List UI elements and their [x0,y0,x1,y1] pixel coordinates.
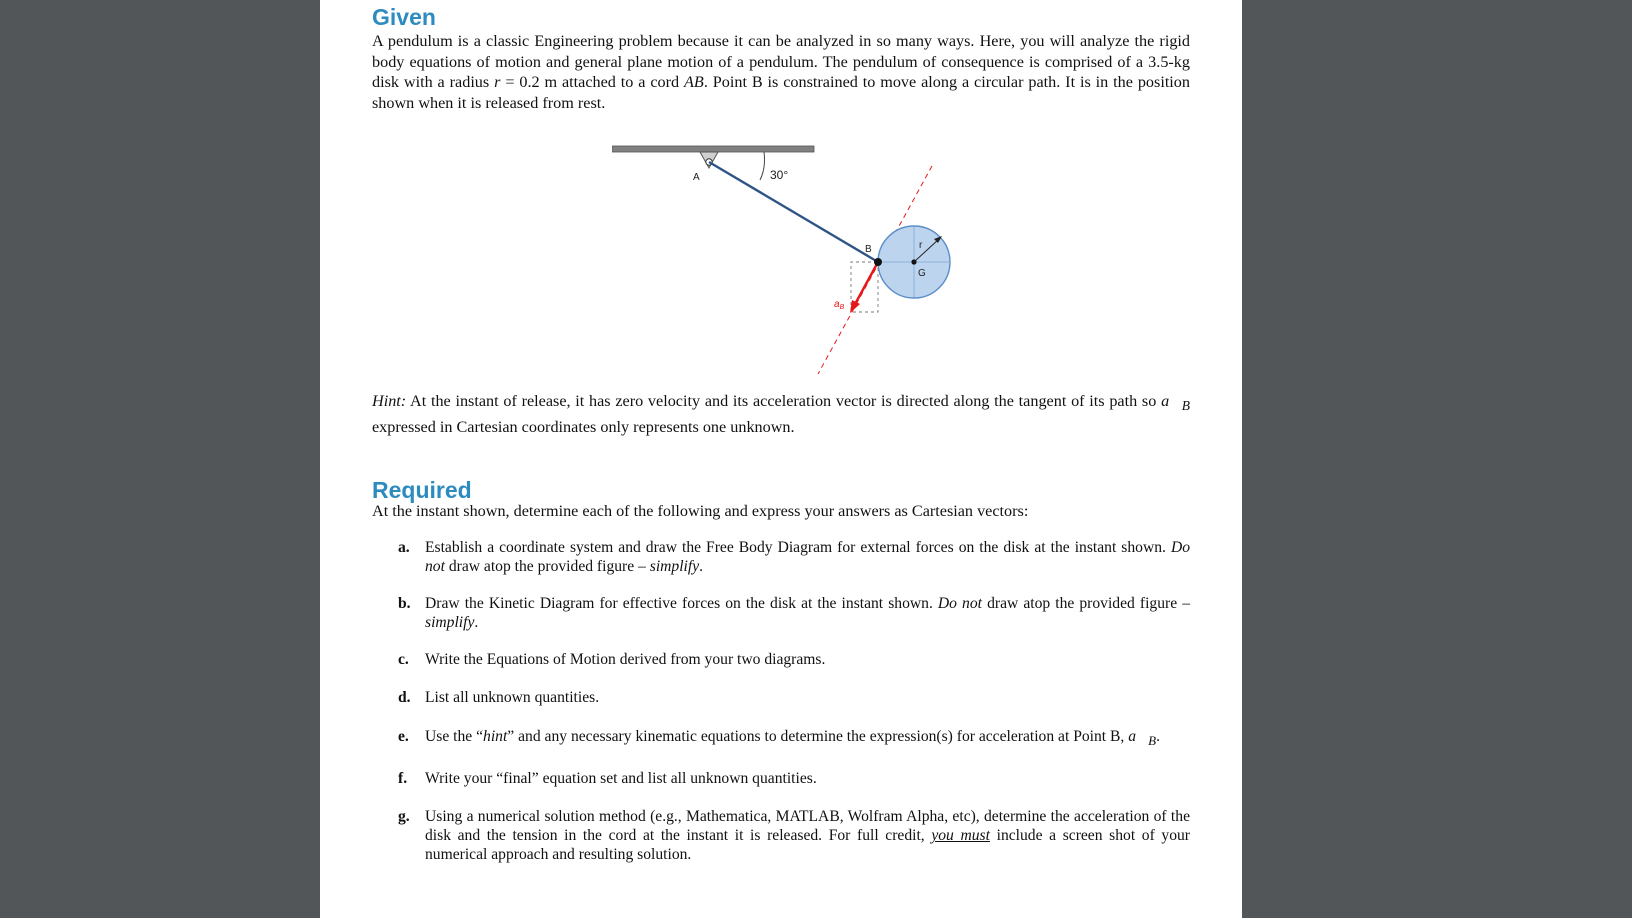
label-a: A [693,172,700,183]
given-intro: A pendulum is a classic Engineering problem because it can be analyzed in so many ways. Here, you will analyze the rigid body equations of motion and general plane motion of a pendulum. The pendulum of consequence is comprised of a 3.5-kg disk with a radius r = 0.2 m attached to a cord AB. Point B is constrained to move along a circular path. It is in the position shown when it is released from rest. [372,32,1190,112]
list-item-d: d. List all unknown quantities. [398,689,600,706]
cord-ab [709,162,878,262]
angle-arc [760,152,765,180]
list-item-b: b. Draw the Kinetic Diagram for effective forces on the disk at the instant shown. Do not draw atop the provided figure – simplify. [398,595,1191,631]
label-g: G [918,268,926,279]
list-item-c: c. Write the Equations of Motion derived from your two diagrams. [398,651,826,668]
accel-arrow [854,262,878,306]
label-b: B [865,244,872,255]
required-heading: Required [372,477,472,503]
pendulum-figure [612,140,972,380]
required-intro: At the instant shown, determine each of the following and express your answers as Cartesian vectors: [372,502,1029,520]
vector-ab: $a⃗_B$ [1128,728,1157,749]
list-item-g: g. Using a numerical solution method (e.g., Mathematica, MATLAB, Wolfram Alpha, etc), determine the acceleration of the disk and the tension in the cord at the instant it is released. For full credit, you must include a screen shot of your numerical approach and resulting solution. [398,808,1191,864]
vector-ab: $a⃗_B$ [1161,392,1190,414]
label-ab: $a_B$ [834,299,845,311]
label-angle: 30° [770,168,789,182]
required-list [398,538,1190,864]
ceiling-bar [612,146,814,152]
given-heading: Given [372,4,436,30]
point-b [874,258,882,266]
list-item-e: e. Use the “hint” and any necessary kinematic equations to determine the expression(s) for acceleration at Point B, $a⃗_B$. [398,728,1161,749]
accel-arrowhead [850,300,860,313]
document-page [320,0,1242,918]
hint-paragraph: Hint: At the instant of release, it has zero velocity and its acceleration vector is directed along the tangent of its path so $a⃗_B$ expressed in Cartesian coordinates only represents one unknown. [372,392,1190,436]
list-item-f: f. Write your “final” equation set and list all unknown quantities. [398,770,817,788]
label-r: r [919,240,923,251]
pendulum-diagram [612,140,972,380]
list-item-a: a. Establish a coordinate system and draw the Free Body Diagram for external forces on the disk at the instant shown. Do not draw atop the provided figure – simplify. [398,539,1190,575]
